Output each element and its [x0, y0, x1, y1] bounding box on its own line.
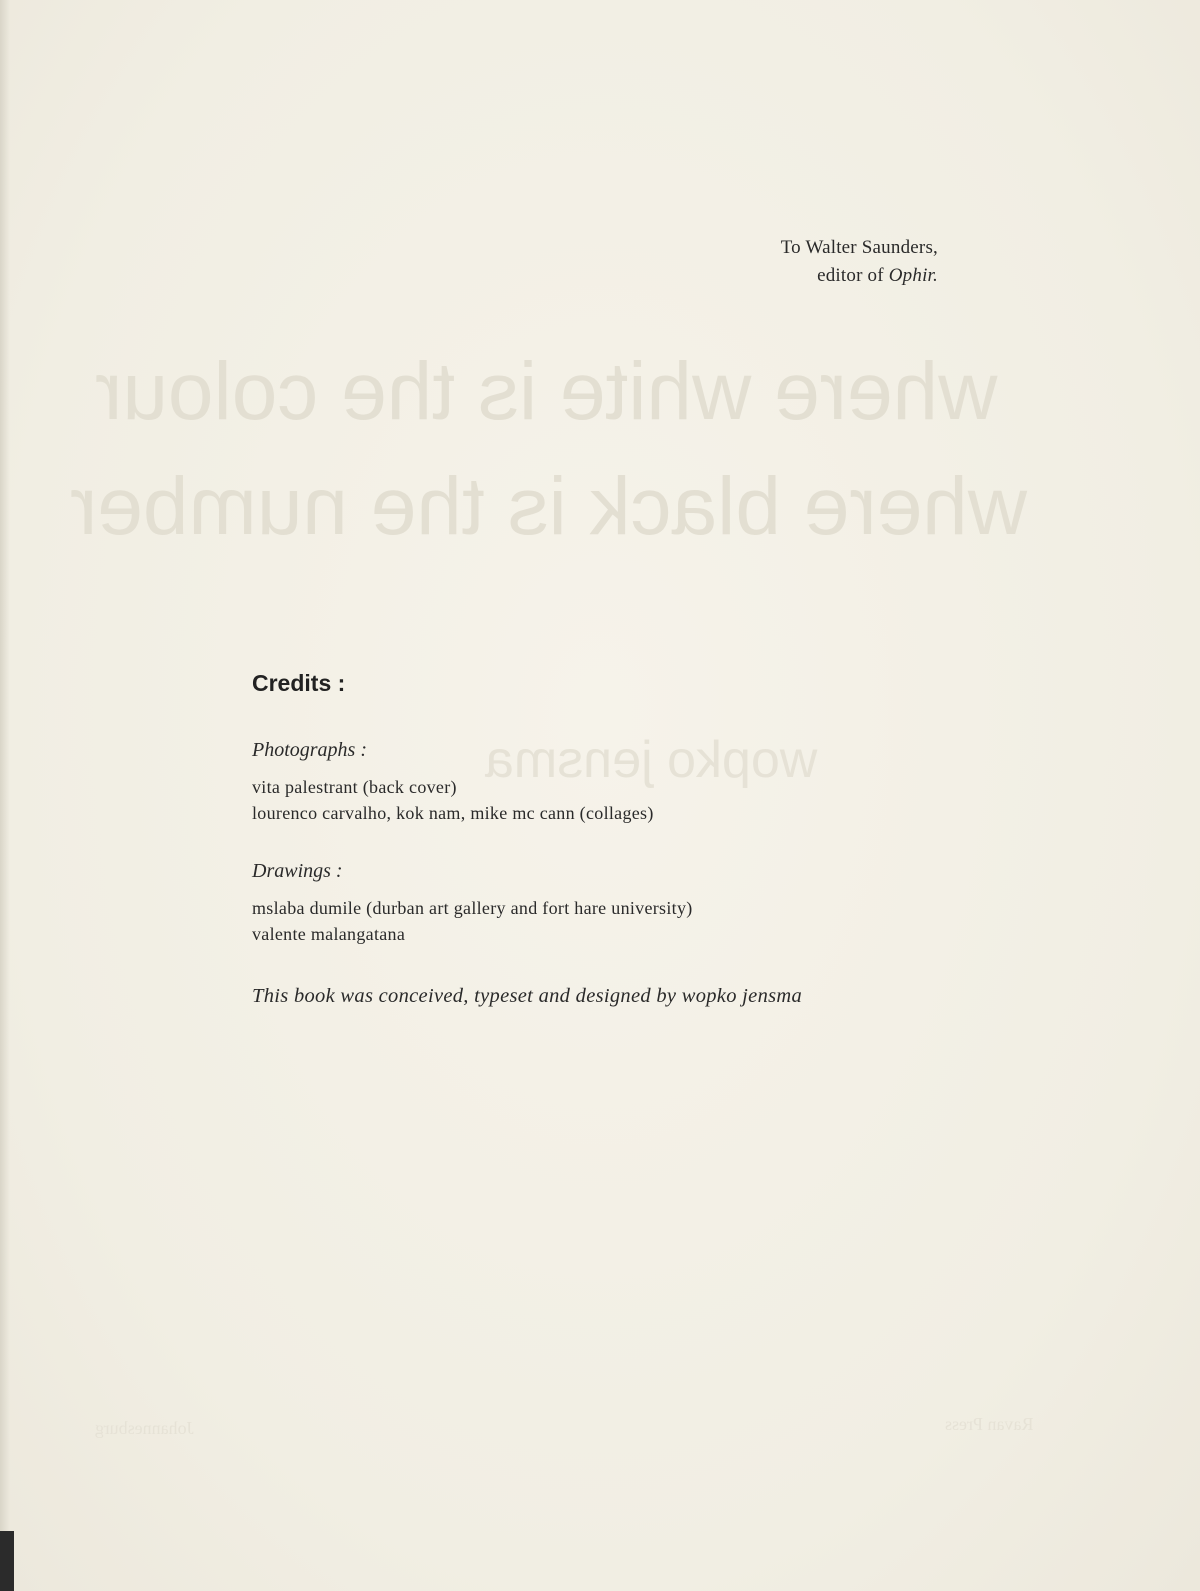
credits-section-photographs: [252, 739, 972, 826]
dedication: [781, 234, 938, 290]
dedication-journal: Ophir.: [888, 265, 938, 286]
dedication-line2: [781, 262, 938, 290]
credit-line: valente malangatana: [252, 924, 406, 944]
credits-block: [252, 670, 972, 1008]
page-corner-dark: [0, 1531, 14, 1591]
dedication-prefix: editor of: [817, 265, 889, 286]
show-through-publisher: Ravan Press: [945, 1414, 1034, 1434]
dedication-line1: To Walter Saunders,: [780, 237, 938, 258]
section-title: Drawings :: [252, 860, 343, 882]
page-edge-shadow: [0, 0, 10, 1591]
design-credit: This book was conceived, typeset and designed by wopko jensma: [252, 985, 803, 1007]
credits-section-drawings: [252, 860, 972, 947]
show-through-author: wopko jensma: [485, 731, 818, 789]
show-through-title-line1: where white is the colour: [95, 346, 998, 437]
credit-line: lourenco carvalho, kok nam, mike mc cann (collages): [252, 803, 654, 823]
credit-line: vita palestrant (back cover): [252, 777, 457, 797]
show-through-city: Johannesburg: [95, 1418, 194, 1438]
section-title: Photographs :: [252, 739, 367, 761]
credits-heading: Credits :: [252, 670, 346, 696]
show-through-title-line2: where black is the number: [70, 461, 1028, 552]
credit-line: mslaba dumile (durban art gallery and fort hare university): [252, 898, 693, 918]
